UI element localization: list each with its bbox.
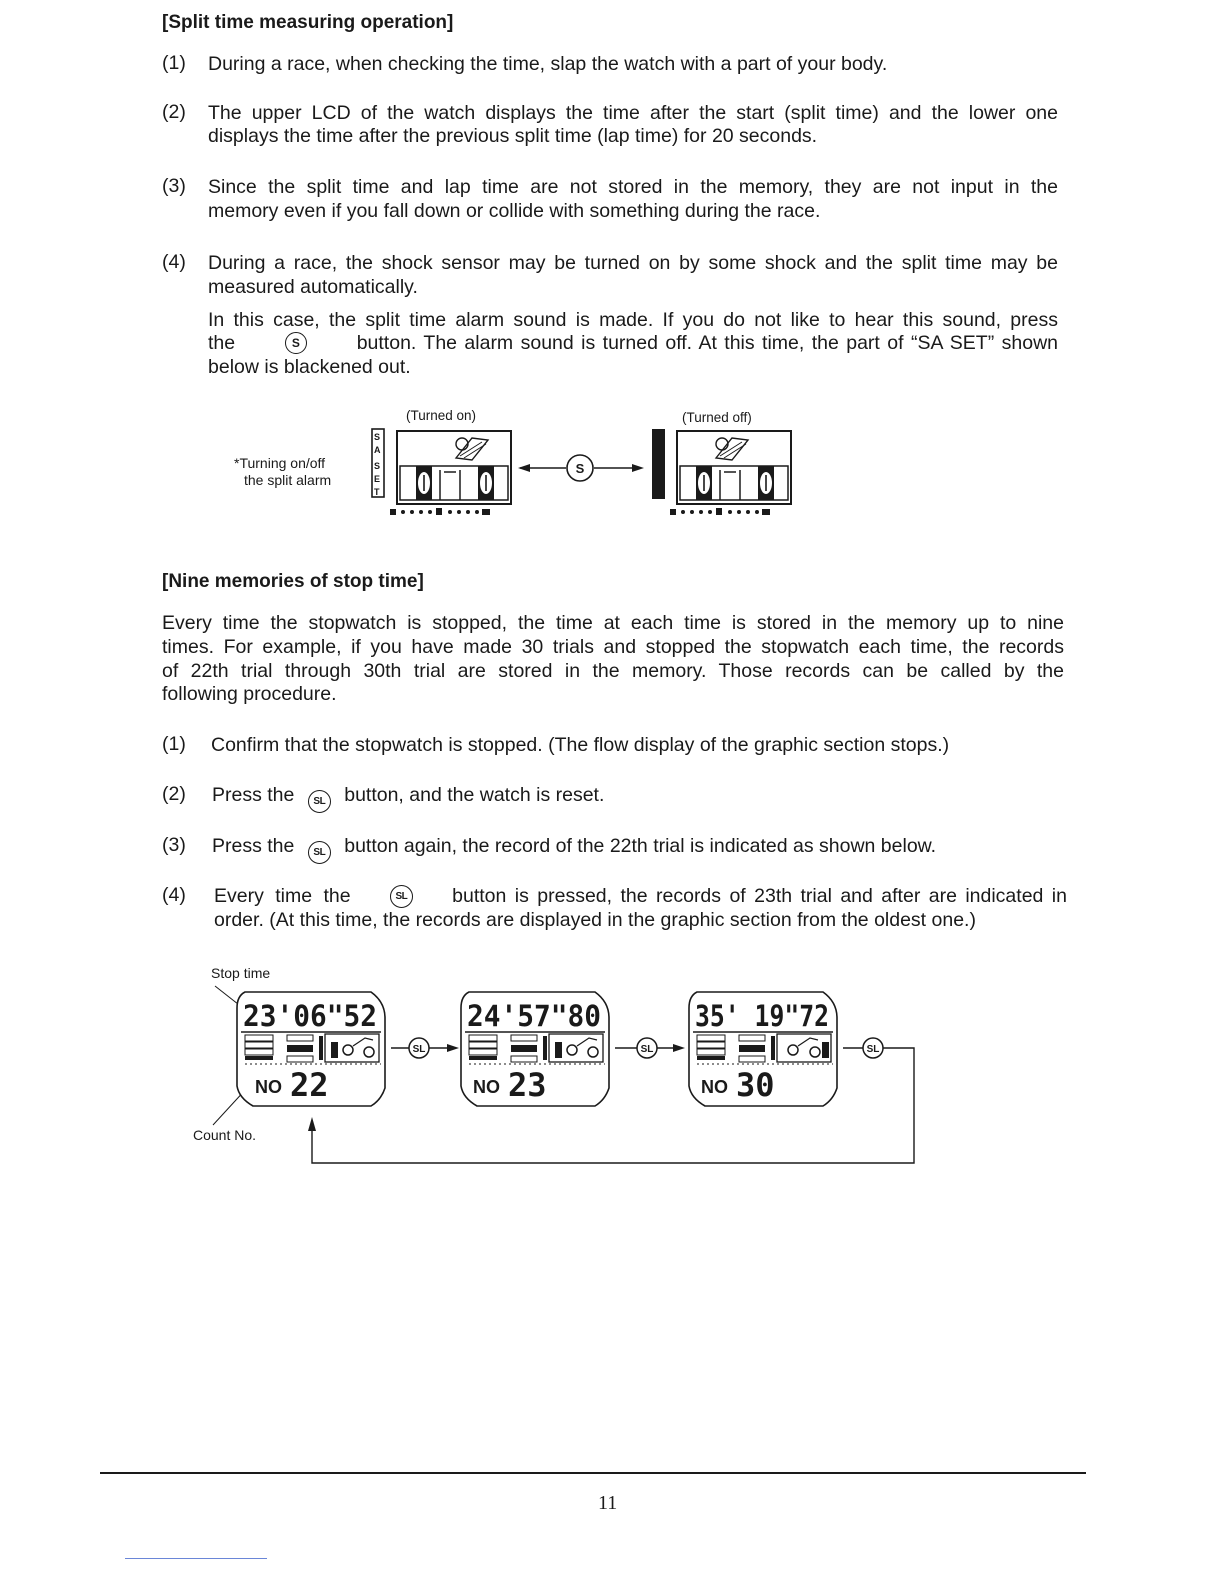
memory-intro-line-4: following procedure. (162, 683, 337, 705)
svg-text:S: S (575, 461, 585, 476)
split-item-2-line-1: The upper LCD of the watch displays the time after the start (split time) and the lower one (208, 102, 1058, 124)
watch-22-no-label: NO (255, 1077, 282, 1097)
s-button-figure-icon (567, 455, 593, 481)
memory-item-4-before: Every time the (214, 885, 351, 907)
split-item-3-line-2: memory even if you fall down or collide with something during the race. (208, 200, 821, 222)
watch-22-stop-time: 23'06"52 (243, 999, 377, 1033)
sl-button-icon: SL (308, 841, 331, 864)
split-item-3-line-1: Since the split time and lap time are not stored in the memory, they are not input in the (208, 176, 1058, 198)
svg-text:S: S (374, 461, 381, 471)
turned-on-label: (Turned on) (406, 408, 477, 423)
stop-time-label: Stop time (211, 965, 271, 981)
memory-item-2-before: Press the (212, 784, 295, 806)
split-note-line-2 (208, 331, 1058, 355)
split-note-line-2-before: the (208, 332, 236, 354)
turning-caption-line-2: the split alarm (244, 472, 332, 488)
memory-watch-30 (689, 992, 837, 1106)
page-number: 11 (598, 1492, 618, 1514)
memory-item-4-number: (4) (162, 884, 186, 906)
split-item-4-line-1: During a race, the shock sensor may be turned on by some shock and the split time may be (208, 252, 1058, 274)
split-item-2-line-2: displays the time after the previous split time (lap time) for 20 seconds. (208, 125, 818, 147)
split-note-line-1: In this case, the split time alarm sound is made. If you do not like to hear this sound, press (208, 309, 1058, 331)
sl-button-arrow-1: SL (412, 1044, 426, 1055)
svg-text:T: T (374, 487, 380, 497)
memory-item-3-number: (3) (162, 834, 186, 856)
s-button-icon: S (285, 332, 307, 354)
split-item-1-text: During a race, when checking the time, slap the watch with a part of your body. (208, 53, 888, 75)
memory-watch-figure (185, 960, 925, 1170)
memory-item-2-after: button, and the watch is reset. (344, 784, 605, 806)
memory-item-2-text (212, 783, 604, 813)
memory-item-4-after: button is pressed, the records of 23th trial and after are indicated in (452, 885, 1067, 907)
watch-30-stop-time: 35' 19"72 (695, 999, 829, 1033)
sl-button-icon: SL (390, 885, 413, 908)
memory-item-3-before: Press the (212, 835, 295, 857)
memory-item-2-number: (2) (162, 783, 186, 805)
memory-intro-line-2: times. For example, if you have made 30 trials and stopped the stopwatch each time, the records (162, 636, 1064, 658)
alarm-display-off (677, 431, 791, 504)
sa-set-strip-on (372, 429, 384, 497)
turning-caption-line-1: *Turning on/off (234, 455, 326, 471)
footer-rule (100, 1472, 1086, 1474)
split-note-line-2-after: button. The alarm sound is turned off. At this time, the part of “SA SET” shown (356, 332, 1058, 354)
alarm-display-on (397, 431, 511, 504)
split-item-1-number: (1) (162, 52, 186, 74)
turned-off-label: (Turned off) (682, 410, 752, 425)
watch-30-count: 30 (736, 1066, 775, 1104)
memory-intro-line-3: of 22th trial through 30th trial are stored in the memory. Those records can be called by the (162, 660, 1064, 682)
split-item-3-number: (3) (162, 175, 186, 197)
split-item-4-line-2: measured automatically. (208, 276, 418, 298)
memory-item-3-after: button again, the record of the 22th trial is indicated as shown below. (344, 835, 937, 857)
split-alarm-figure (220, 400, 820, 525)
count-no-label: Count No. (193, 1127, 257, 1143)
sl-button-arrow-2: SL (640, 1044, 654, 1055)
sa-set-strip-off (652, 429, 665, 499)
scan-artifact-line (125, 1558, 267, 1559)
split-note-line-3: below is blackened out. (208, 356, 411, 378)
alarm-dots-on (390, 508, 490, 515)
sl-button-icon: SL (308, 790, 331, 813)
svg-text:A: A (374, 445, 381, 455)
sl-button-arrow-3: SL (866, 1044, 880, 1055)
memory-item-4-line-2: order. (At this time, the records are displayed in the graphic section from the oldest one.) (214, 909, 976, 931)
split-item-2-number: (2) (162, 101, 186, 123)
watch-23-count: 23 (508, 1066, 547, 1104)
watch-23-no-label: NO (473, 1077, 500, 1097)
memory-watch-23 (461, 992, 609, 1106)
alarm-dots-off (670, 508, 770, 515)
memory-intro-line-1: Every time the stopwatch is stopped, the time at each time is stored in the memory up to nine (162, 612, 1064, 634)
svg-text:S: S (374, 432, 381, 442)
memory-watch-22 (237, 992, 385, 1106)
memory-item-4-line-1 (214, 884, 1067, 908)
split-section-heading: [Split time measuring operation] (162, 12, 454, 33)
memory-section-heading: [Nine memories of stop time] (162, 571, 424, 592)
memory-item-1-text: Confirm that the stopwatch is stopped. (The flow display of the graphic section stops.) (211, 734, 950, 756)
memory-item-1-number: (1) (162, 733, 186, 755)
memory-item-3-text (212, 834, 936, 864)
svg-text:E: E (374, 474, 381, 484)
watch-30-no-label: NO (701, 1077, 728, 1097)
split-item-4-number: (4) (162, 251, 186, 273)
watch-22-count: 22 (290, 1066, 329, 1104)
watch-23-stop-time: 24'57"80 (467, 999, 601, 1033)
